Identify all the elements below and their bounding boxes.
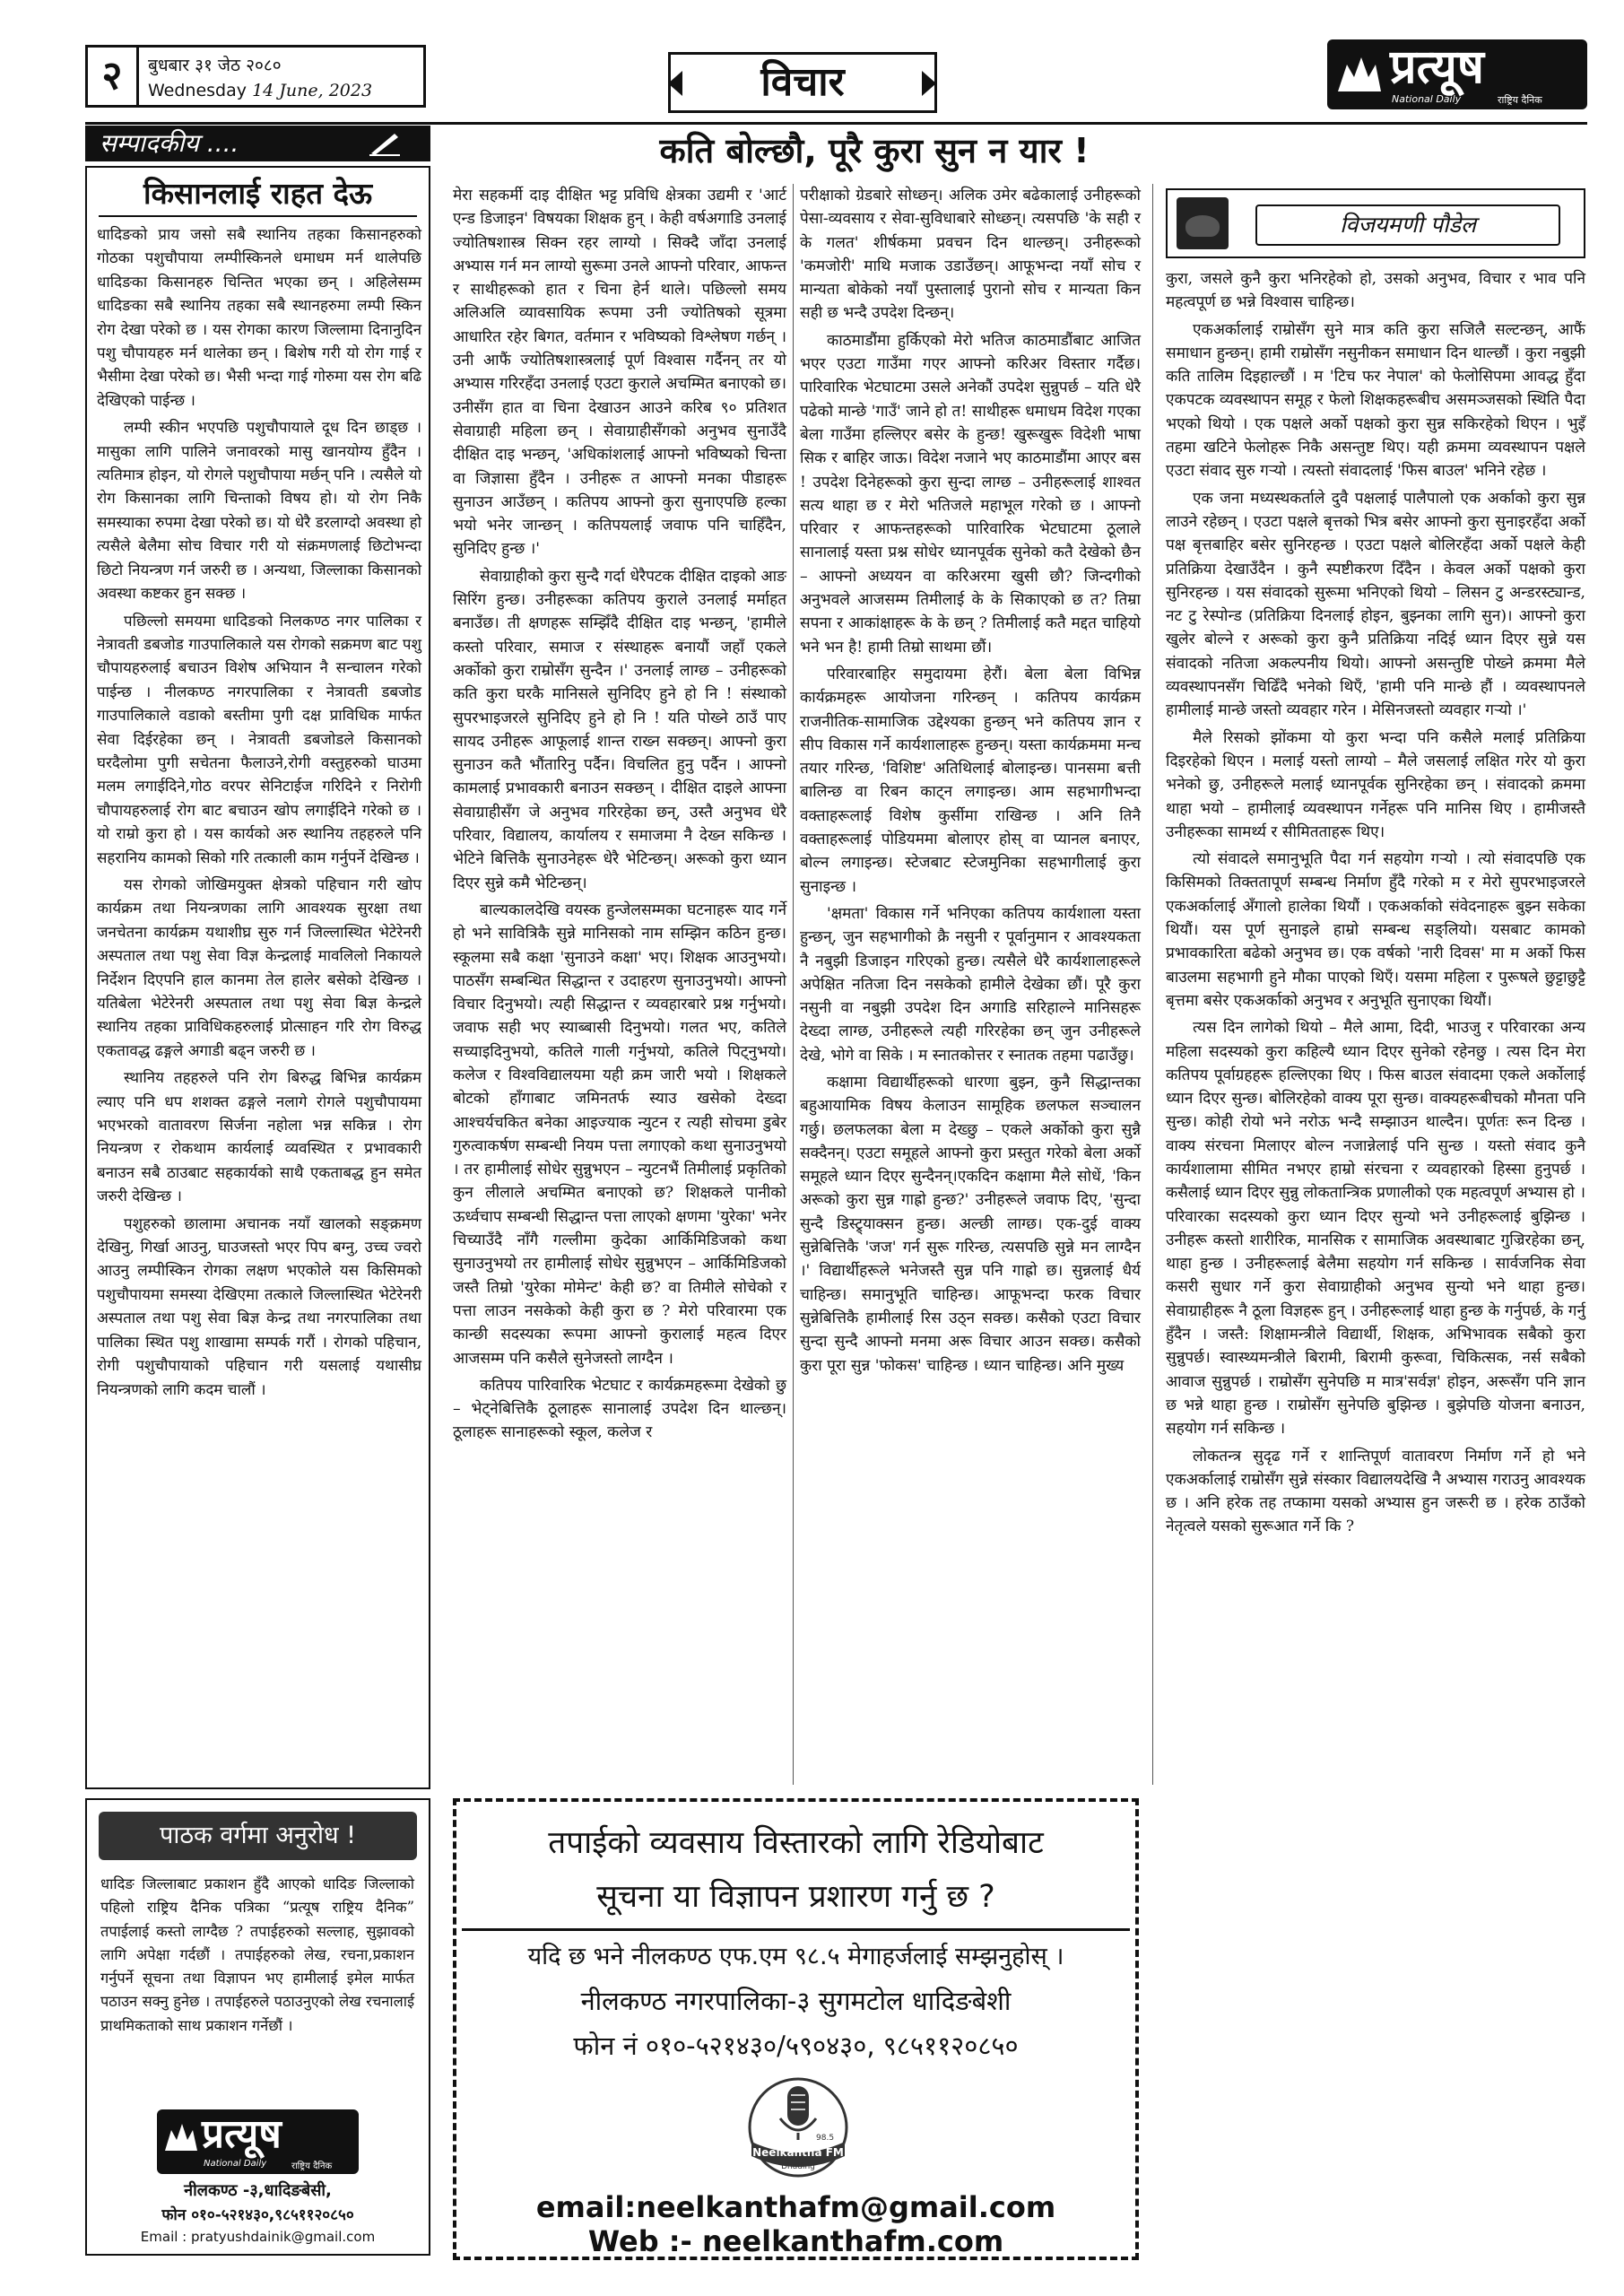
- article-paragraph: त्यो संवादले समानुभूति पैदा गर्न सहयोग गऱ्यो । त्यो संवादपछि एक किसिमको तिक्ततापूर्ण सम्बन्ध निर्माण हुँदै गरेको म र मेरो सुपरभाइजरले एकअर्कालाई अँगालो हालेका थियौं । एकअर्काको संवेदनाहरू बुझ्न सकेका थियौं। यस पूर्ण सुनाइले हाम्रो सम्बन्ध सङ्लियो। यसबाट कामको प्रभावकारिता बढेको अनुभव छ। एक वर्षको 'नारी दिवस' मा म अर्को फिस बाउलमा सहभागी हुने मौका पाएको थिएँ। यसमा महिला र पुरूषले छुट्टाछुट्टै बृत्तमा बसेर एकअर्काको अनुभव र अनुभूति सुनाएका थियौं।: [1166, 850, 1585, 1010]
- article-paragraph: बाल्यकालदेखि वयस्क हुन्जेलसम्मका घटनाहरू याद गर्ने हो भने सावित्रिकै सुन्ने मानिसको नाम सम्झिन कठिन हुन्छ। स्कूलमा सबै कक्षा 'सुनाउने कक्षा' भए। शिक्षक आउनुभयो। पाठसँग सम्बन्धित सिद्धान्त र उदाहरण सुनाउनुभयो। आफ्नो विचार दिनुभयो। त्यही सिद्धान्त र व्यवहारबारे प्रश्न गर्नुभयो। जवाफ सही भए स्याब्बासी दिनुभयो। गलत भए, कतिले सच्याइदिनुभयो, कतिले गाली गर्नुभयो, कतिले पिट्नुभयो। कलेज र विश्वविद्यालयमा यही क्रम जारी भयो । शिक्षकले बोटको हाँगाबाट जमिनतर्फ स्याउ खसेको देख्दा आश्चर्यचकित बनेका आइज्याक न्युटन र त्यही सोचमा डुबेर गुरुत्वाकर्षण सम्बन्धी नियम पत्ता लगाएको कथा सुनाउनुभयो । तर हामीलाई सोधेर सुन्नुभएन – न्युटनभैं तिमीलाई प्रकृतिको कुन लीलाले अचम्मित बनाएको छ? शिक्षकले पानीको ऊर्ध्वचाप सम्बन्धी सिद्धान्त पत्ता लाएको क्षणमा 'युरेका' भनेर चिच्याउँदै नाँगै गल्लीमा कुदेका आर्किमिडिजको कथा सुनाउनुभयो तर हामीलाई सोधेर सुन्नुभएन – आर्किमिडिजको जस्तै तिम्रो 'युरेका मोमेन्ट' केही छ? वा तिमीले सोचेको र पत्ता लाउन नसकेको केही कुरा छ ? मेरो परिवारमा एक कान्छी सदस्यका रूपमा आफ्नो कुरालाई महत्व दिएर आजसम्म पनि कसैले सुनेजस्तो लाग्दैन ।: [453, 900, 786, 1368]
- editorial-title-rule: [99, 215, 417, 217]
- office-phone: फोन ०१०-५२१४३०,९८५११२०८५०: [161, 2206, 354, 2224]
- article-column-1: [453, 184, 786, 1448]
- article-paragraph: परिवारबाहिर समुदायमा हेरौं। बेला बेला विभिन्न कार्यक्रमहरू आयोजना गरिन्छन् । कतिपय कार्यक्रम राजनीतिक-सामाजिक उद्देश्यका हुन्छन् भने कतिपय ज्ञान र सीप विकास गर्ने कार्यशालाहरू हुन्छन्। यस्ता कार्यक्रममा मन्च तयार गरिन्छ, 'विशिष्ट' अतिथिलाई बोलाइन्छ। पानसमा बत्ती बालिन्छ वा रिबन काट्न लगाइन्छ। आम सहभागीभन्दा वक्ताहरूलाई विशेष कुर्सीमा राखिन्छ । अनि तिनै वक्ताहरूलाई पोडियममा बोलाएर होस् वा प्यानल बनाएर, बोल्न लगाइन्छ। स्टेजबाट स्टेजमुनिका सहभागीलाई कुरा सुनाइन्छ ।: [800, 665, 1141, 896]
- editorial-paragraph: यस रोगको जोखिमयुक्त क्षेत्रको पहिचान गरी खोप कार्यक्रम तथा नियन्त्रणका लागि आवश्यक सुरक्षा तथा जनचेतना कार्यक्रम यथाशीघ्र सुरु गर्न जिल्लास्थित भेटेरेनरी अस्पताल तथा पशु सेवा विज्ञ केन्द्रलाई मावलिलो निकायले निर्देशन दिएपनि हाल कानमा तेल हालेर बसेको देखिन्छ । यतिबेला भेटेरेनरी अस्पताल तथा पशु सेवा बिज्ञ केन्द्रले स्थानिय तहका प्राविधिकहरुलाई प्रोत्साहन गरि रोग विरुद्ध एकतावद्ध ढङ्गले अगाडी बढ्न जरुरी छ ।: [97, 874, 421, 1059]
- logo-station-name: Neelkantha FM: [752, 2146, 844, 2159]
- logo-sub-en: National Daily: [1392, 93, 1462, 105]
- ad-phone: फोन नं ०१०-५२१४३०/५९०४३०, ९८५११२०८५०: [573, 2031, 1019, 2061]
- editorial-paragraph: पशुहरुको छालामा अचानक नयाँ खालको सङ्क्रमण देखिनु, गिर्खा आउनु, घाउजस्तो भएर पिप बग्नु, उच्च ज्वरो आउनु लम्पीस्किन रोगका लक्षण भएकोले यस किसिमको पशुचौपायमा समस्या देखिएमा तत्काले जिल्लास्थित भेटेरेनरी अस्पताल तथा पशु सेवा बिज्ञ केन्द्र तथा नगरपालिका तथा पालिका स्थित पशु शाखामा सम्पर्क गरौं । रोगको पहिचान, रोगी पशुचौपायाको पहिचान गरी यसलाई यथासीघ्र नियन्त्रणको लागि कदम चालौं ।: [97, 1213, 421, 1398]
- logo-sub-en: National Daily: [204, 2159, 267, 2169]
- footer-logo: [157, 2109, 359, 2174]
- date-box: [139, 45, 426, 108]
- emblem-icon: [1334, 47, 1385, 97]
- article-paragraph: परीक्षाको ग्रेडबारे सोध्छन्। अलिक उमेर बढेकालाई उनीहरूको पेसा-व्यवसाय र सेवा-सुविधाबारे सोध्छन्। त्यसपछि 'के सही र के गलत' शीर्षकमा प्रवचन दिन थाल्छन्। उनीहरूको 'कमजोरी' माथि मजाक उडाउँछन्। आफूभन्दा नयाँ सोच र मान्यता बोकेको नयाँ पुस्तालाई पुरानो सोच र मान्यता किन सही छ भन्दै उपदेश दिन्छन्।: [800, 187, 1141, 323]
- editorial-paragraph: लम्पी स्कीन भएपछि पशुचौपायाले दूध दिन छाड्छ । मासुका लागि पालिने जनावरको मासु खानयोग्य हुँदैन । त्यतिमात्र होइन, यो रोगले पशुचौपाया मर्छन् पनि । त्यसैले यो रोग किसानका लागि चिन्ताको विषय हो। यो रोग निकै समस्याका रुपमा देखा परेको छ। यो धेरै डरलाग्दो अवस्था हो त्यसैले बेलैमा सोच विचार गरी यो संक्रमणलाई छिटोभन्दा छिटो नियन्त्रण गर्न जरुरी छ । अन्यथा, जिल्लाका किसानको अवस्था कष्टकर हुन सक्छ ।: [97, 418, 421, 603]
- editorial-body: [97, 222, 421, 1405]
- pen-icon: [368, 130, 404, 157]
- editorial-label: सम्पादकीय ....: [85, 126, 430, 161]
- reader-request-title: पाठक वर्गमा अनुरोध !: [99, 1812, 417, 1860]
- logo-name: प्रत्यूष: [202, 2111, 282, 2157]
- article-paragraph: एकअर्कालाई राम्रोसँग सुने मात्र कति कुरा सजिलै सल्टन्छन्, आफैं समाधान हुन्छन्। हामी राम्रोसँग नसुनीकन समाधान दिन थाल्छौं । कुरा नबुझी कति तालिम दिइहाल्छौं । म 'टिच फर नेपाल' को फेलोसिपमा आवद्ध हुँदा एकपटक व्यवस्थापन समूह र फेलो शिक्षकहरूबीच असमञ्जसको स्थिति पैदा भएको थियो । एक पक्षले अर्को पक्षको कुरा सुन्न सकिरहेको थिएन । भुइँ तहमा खटिने फेलोहरू निकै असन्तुष्ट थिए। यही क्रममा व्यवस्थापन पक्षले एउटा संवाद सुरु गऱ्यो । त्यस्तो संवादलाई 'फिस बाउल' भनिने रहेछ ।: [1166, 320, 1585, 481]
- article-title: कति बोल्छौ, पूरै कुरा सुन न यार !: [659, 131, 1090, 170]
- article-paragraph: कक्षामा विद्यार्थीहरूको धारणा बुझ्न, कुनै सिद्धान्तका बहुआयामिक विषय केलाउन सामूहिक छलफल सञ्चालन गर्छु। छलफलका बेला म देख्छु – एकले अर्कोको कुरा सुन्नै सक्दैनन्। एउटा समूहले आफ्नो कुरा प्रस्तुत गरेको बेला अर्को समूहले ध्यान दिएर सुन्दैनन्।एकदिन कक्षामा मैले सोधें, 'किन अरूको कुरा सुन्न गाह्रो हुन्छ?' उनीहरूले जवाफ दिए, 'सुन्दा सुन्दै डिस्ट्र्याक्सन हुन्छ। अल्छी लाग्छ। एक-दुई वाक्य सुन्नेबित्तिकै 'जज' गर्न सुरू गरिन्छ, त्यसपछि सुन्ने मन लाग्दैन ।' विद्यार्थीहरूले भनेजस्तै सुन्न पनि गाह्रो छ। सुन्नलाई धैर्य चाहिन्छ। समानुभूति चाहिन्छ। आफूभन्दा फरक विचार सुन्नेबित्तिकै हामीलाई रिस उठ्न सक्छ। कसैको एउटा विचार सुन्दा सुन्दै आफ्नो मनमा अरू विचार आउन सक्छ। कसैको कुरा पूरा सुन्न 'फोकस' चाहिन्छ । ध्यान चाहिन्छ। अनि मुख्य: [800, 1073, 1141, 1375]
- page-number: २: [85, 45, 139, 108]
- ad-headline-1: तपाईको व्यवसाय विस्तारको लागि रेडियोबाट: [548, 1825, 1044, 1861]
- ad-line-3: यदि छ भने नीलकण्ठ एफ.एम ९८.५ मेगाहर्जलाई सम्झनुहोस् ।: [527, 1943, 1064, 1970]
- ad-email: email:neelkanthafm@gmail.com: [535, 2190, 1056, 2224]
- article-paragraph: कतिपय पारिवारिक भेटघाट र कार्यक्रमहरूमा देखेको छु – भेट्नेबित्तिकै ठूलाहरू सानालाई उपदेश दिन थाल्छन्। ठूलाहरू सानाहरूको स्कूल, कलेज र: [453, 1376, 786, 1442]
- logo-frequency: 98.5: [816, 2134, 835, 2143]
- article-column-2: [800, 184, 1141, 1381]
- ad-divider: [462, 1928, 1130, 1931]
- office-email: Email : pratyushdainik@gmail.com: [140, 2229, 376, 2245]
- masthead-logo: [1327, 39, 1587, 109]
- arrow-right-icon: [922, 71, 936, 96]
- ad-headline-2: सूचना या विज्ञापन प्रशारण गर्नु छ ?: [596, 1879, 995, 1915]
- weekday-english: Wednesday: [148, 81, 248, 100]
- emblem-icon: [162, 2117, 200, 2154]
- office-address: नीलकण्ठ -३,धादिङबेसी,: [184, 2181, 332, 2200]
- article-paragraph: लोकतन्त्र सुदृढ गर्ने र शान्तिपूर्ण वातावरण निर्माण गर्ने हो भने एकअर्कालाई राम्रोसँग सुन्ने संस्कार विद्यालयदेखि नै अभ्यास गराउनु आवश्यक छ । अनि हरेक तह तप्कामा यसको अभ्यास हुन जरूरी छ । हरेक ठाउँको नेतृत्वले यसको सुरूआत गर्ने कि ?: [1166, 1447, 1585, 1536]
- editorial-paragraph: धादिङको प्राय जसो सबै स्थानिय तहका किसानहरुको गोठका पशुचौपाया लम्पीस्किनले धमाधम मर्न थालेपछि धादिङका किसानहरु चिन्तित भएका छन् । अहिलेसम्म धादिङका सबै स्थानिय तहका सबै स्थानहरुमा लम्पी स्किन रोग देखा परेको छ । यस रोगका कारण जिल्लामा दिनानुदिन पशु चौपायहरु मर्न थालेका छन् । बिशेष गरी यो रोग गाई र भैसीमा देखा परेको छ। भैसी भन्दा गाई गोरुमा यस रोग बढि देखिएको पाईन्छ ।: [97, 225, 421, 409]
- ad-website: Web :- neelkanthafm.com: [587, 2224, 1004, 2258]
- article-paragraph: कुरा, जसले कुनै कुरा भनिरहेको हो, उसको अनुभव, विचार र भाव पनि महत्वपूर्ण छ भन्ने विश्वास चाहिन्छ।: [1166, 270, 1585, 312]
- date-nepali: बुधबार ३१ जेठ २०८०: [148, 56, 282, 75]
- editorial-paragraph: पछिल्लो समयमा धादिङको निलकण्ठ नगर पालिका र नेत्रावती डबजोड गाउपालिकाले यस रोगको सक्रमण बाट पशु चौपायहरुलाई बचाउन विशेष अभियान नै सन्चालन गरेको पाईन्छ । नीलकण्ठ नगरपालिका र नेत्रावती डबजोड गाउपालिकाले वडाको बस्तीमा पुगी दक्ष प्राविधिक मार्फत सेवा दिईरहेका छन् । नेत्रावती डबजोडले किसानको घरदैलोमा पुगी सचेतना फैलाउने,रोगी वस्तुहरुको घाउमा मलम लगाईदिने,गोठ वरपर सेनिटाईज गरिदिने र निरोगी चौपायहरुलाई रोग बाट बचाउन खोप लगाईदिने गरेको छ । यो राम्रो कुरा हो । यस कार्यको अरु स्थानिय तहहरुले पनि सहरानिय कामको सिको गरि तत्काली काम गर्नुपर्ने देखिन्छ ।: [97, 611, 421, 866]
- article-paragraph: मैले रिसको झोंकमा यो कुरा भन्दा पनि कसैले मलाई प्रतिक्रिया दिइरहेको थिएन । मलाई यस्तो लाग्यो – मैले जसलाई लक्षित गरेर यो कुरा भनेको छु, उनीहरूले मलाई ध्यानपूर्वक सुनिरहेका छन् । संवादको क्रममा थाहा भयो – हामीलाई व्यवस्थापन गर्नेहरू पनि मानिस थिए । हामीजस्तै उनीहरूका सामर्थ्य र सीमितताहरू थिए।: [1166, 728, 1585, 841]
- logo-name: प्रत्यूष: [1390, 40, 1484, 94]
- column-rule: [1152, 184, 1153, 1785]
- ad-address: नीलकण्ठ नगरपालिका-३ सुगमटोल धादिङबेशी: [580, 1986, 1012, 2016]
- section-title: विचार: [668, 52, 937, 113]
- author-name: विजयमणी पौडेल: [1255, 204, 1560, 246]
- article-paragraph: 'क्षमता' विकास गर्ने भनिएका कतिपय कार्यशाला यस्ता हुन्छन्, जुन सहभागीको क्रै नसुनी र पूर्वानुमान र आवश्यकता नै नबुझी डिजाइन गरिएको हुन्छ। त्यसैले धेरै कार्यशालाहरूले अपेक्षित नतिजा दिन नसकेको हामीले देखेका छौं। पूरै कुरा नसुनी वा नबुझी उपदेश दिन अगाडि सरिहाल्ने मानिसहरू देख्दा लाग्छ, उनीहरूले त्यही गरिरहेका छन् जुन उनीहरूले देखे, भोगे वा सिके । म स्नातकोत्तर र स्नातक तहमा पढाउँछु।: [800, 904, 1141, 1065]
- article-paragraph: मेरा सहकर्मी दाइ दीक्षित भट्ट प्रविधि क्षेत्रका उद्यमी र 'आर्ट एन्ड डिजाइन' विषयका शिक्षक हुन् । केही वर्षअगाडि उनलाई ज्योतिषशास्त्र सिक्न रहर लाग्यो । सिक्दै जाँदा उनलाई अभ्यास गर्न मन लाग्यो सुरूमा उनले आफ्नो परिवार, आफन्त र साथीहरूको हात र चिना हेर्न थाले। पछिल्लो समय अलिअलि व्यावसायिक रूपमा उनी ज्योतिषको सूत्रमा आधारित रहेर बिगत, वर्तमान र भविष्यको विश्लेषण गर्छन् । उनी आफैं ज्योतिषशास्त्रलाई पूर्ण विश्वास गर्दैनन् तर यो अभ्यास गरिरहँदा उनलाई एउटा कुराले अचम्मित बनाएको छ। उनीसँग हात वा चिना देखाउन आउने करिब ९० प्रतिशत सेवाग्राही महिला छन् । सेवाग्राहीसँगको अनुभव सुनाउँदै दीक्षित दाइ भन्छन्, 'अधिकांशलाई आफ्नो भविष्यको चिन्ता वा जिज्ञासा हुँदैन । उनीहरू त आफ्नो मनका पीडाहरू सुनाउन आउँछन् । कतिपय आफ्नो कुरा सुनाएपछि हल्का भयो भनेर जान्छन् । कतिपयलाई जवाफ पनि चाहिँदैन, सुनिदिए हुन्छ ।': [453, 187, 786, 559]
- logo-place: Dhading: [781, 2162, 815, 2171]
- column-rule: [793, 184, 794, 1785]
- editorial-paragraph: स्थानिय तहहरुले पनि रोग बिरुद्ध बिभिन्न कार्यक्रम ल्याए पनि धप शशक्त ढङ्गले नलागे रोगले पशुचौपायमा भएभरको वातावरण सिर्जना नहोला भन्न सकिन्न । रोग नियन्त्रण र रोकथाम कार्यलाई व्यवस्थित र प्रभावकारी बनाउन सबै ठाउबाट सहकार्यको साथै एकताबद्ध हुन समेत जरुरी देखिन्छ ।: [97, 1068, 421, 1205]
- radio-microphone-logo: [735, 2074, 861, 2181]
- header-rule: [85, 122, 1587, 125]
- editorial-title: किसानलाई राहत देऊ: [143, 176, 372, 211]
- article-paragraph: सेवाग्राहीको कुरा सुन्दै गर्दा धेरैपटक दीक्षित दाइको आङ सिरिंग हुन्छ। उनीहरूका कतिपय कुराले उनलाई मर्माहत बनाउँछ। ती क्षणहरू सम्झिँदै दीक्षित दाइ भन्छन्, 'हामीले कस्तो परिवार, समाज र संस्थाहरू बनायौं जहाँ एकले अर्कोको कुरा राम्रोसँग सुन्दैन ।' उनलाई लाग्छ – उनीहरूको कति कुरा घरकै मानिसले सुनिदिए हुने हो नि ! संस्थाको सुपरभाइजरले सुनिदिए हुने हो नि ! यति पोख्ने ठाउँ पाए सायद उनीहरू आफूलाई शान्त राख्न सक्छन्। आफ्नो कुरा सुनाउन कतै भौंतारिनु पर्दैन। विचलित हुनु पर्दैन । आफ्नो कामलाई प्रभावकारी बनाउन सक्छन् । दीक्षित दाइले आफ्ना सेवाग्राहीसँग जे अनुभव गरिरहेका छन्, उस्तै अनुभव धेरै परिवार, विद्यालय, कार्यालय र समाजमा नै देख्न सकिन्छ । भेटिने बित्तिकै सुनाउनेहरू धेरै भेटिन्छन्। अरूको कुरा ध्यान दिएर सुन्ने कमै भेटिन्छन्।: [453, 567, 786, 892]
- article-paragraph: एक जना मध्यस्थकर्ताले दुवै पक्षलाई पालैपालो एक अर्काको कुरा सुन्न लाउने रहेछन् । एउटा पक्षले बृत्तको भित्र बसेर आफ्नो कुरा सुनाइरहँदा अर्को पक्ष बृत्तबाहिर बसेर सुनिरहन्छ । एउटा पक्षले बोलिरहँदा अर्को पक्षले केही प्रतिक्रिया देखाउँदैन । कुनै स्पष्टीकरण दिँदैन । केवल अर्को पक्षको कुरा सुनिरहन्छ । यस संवादको सुरूमा भनिएको थियो – लिसन टु अन्डरस्ट्यान्ड, नट टु रेस्पोन्ड (प्रतिक्रिया दिनलाई होइन, बुझ्नका लागि सुन)। आफ्नो कुरा खुलेर बोल्ने र अरूको कुरा कुनै प्रतिक्रिया नदिई ध्यान दिएर सुन्ने यस संवादको नतिजा अकल्पनीय थियो। आफ्नो असन्तुष्टि पोख्ने क्रममा मैले व्यवस्थापनसँग चिढिँदै भनेको थिएँ, 'हामी पनि मान्छे हौं । व्यवस्थापनले हामीलाई मान्छे जस्तो व्यवहार गरेन । मेसिनजस्तो व्यवहार गऱ्यो ।': [1166, 489, 1585, 720]
- article-column-3: [1166, 267, 1585, 1543]
- article-paragraph: काठमाडौंमा हुर्किएको मेरो भतिज काठमाडौंबाट आजित भएर एउटा गाउँमा गएर आफ्नो करिअर विस्तार गर्दैछ। पारिवारिक भेटघाटमा उसले अनेकौं उपदेश सुन्नुपर्छ – यति धेरै पढेको मान्छे 'गाउँ' जाने हो त! साथीहरू धमाधम विदेश गएका बेला गाउँमा हल्लिएर बसेर के हुन्छ! खुरूखुरू विदेशी भाषा सिक र बाहिर जाऊ। विदेश नजाने भए काठमाडौंमा आएर बस ! उपदेश दिनेहरूको कुरा सुन्दा लाग्छ – उनीहरूलाई शाश्वत सत्य थाहा छ र मेरो भतिजले महाभूल गरेको छ । आफ्नो परिवार र आफन्तहरूको पारिवारिक भेटघाटमा ठूलाले सानालाई यस्ता प्रश्न सोधेर ध्यानपूर्वक सुनेको कतै देखेको छैन – आफ्नो अध्ययन वा करिअरमा खुसी छौ? जिन्दगीको अनुभवले आजसम्म तिमीलाई के के सिकाएको छ त? तिम्रा सपना र आकांक्षाहरू के के छन् ? तिमीलाई कतै मद्दत चाहियो भने भन है! हामी तिम्रो साथमा छौं।: [800, 331, 1141, 657]
- article-paragraph: त्यस दिन लागेको थियो – मैले आमा, दिदी, भाउजु र परिवारका अन्य महिला सदस्यको कुरा कहिल्यै ध्यान दिएर सुनेको रहेनछु । त्यस दिन मेरा कतिपय पूर्वाग्रहहरू हल्लिएका थिए । फिस बाउल संवादमा एकले अर्कोलाई ध्यान दिएर सुन्छ। बोलिरहेको वाक्य पूरा सुन्छ। वाक्यहरूबीचको मौनता पनि सुन्छ। कोही रोयो भने नरोऊ भन्दै सम्झाउन थाल्दैन। पूर्णतः रून दिन्छ । वाक्य संरचना मिलाएर बोल्न नजान्नेलाई पनि सुन्छ । यस्तो संवाद कुनै कार्यशालामा सीमित नभएर हाम्रो संरचना र व्यवहारको हिस्सा हुनुपर्छ । कसैलाई ध्यान दिएर सुन्नु लोकतान्त्रिक प्रणालीको एक महत्वपूर्ण अभ्यास हो । परिवारका सदस्यको कुरा ध्यान दिएर सुन्यो भने उनीहरूलाई बुझिन्छ । उनीहरू कस्तो शारीरिक, मानसिक र सामाजिक अवस्थाबाट गुज्रिरहेका छन्, थाहा हुन्छ । उनीहरूलाई बेलैमा सहयोग गर्न सकिन्छ । सार्वजनिक सेवा कसरी सुधार गर्ने कुरा सेवाग्राहीको अनुभव सुन्यो भने थाहा हुन्छ। सेवाग्राहीहरू नै ठूला विज्ञहरू हुन् । उनीहरूलाई थाहा हुन्छ के गर्नुपर्छ, के गर्नु हुँदैन । जस्तै: शिक्षामन्त्रीले विद्यार्थी, शिक्षक, अभिभावक सबैको कुरा सुन्नुपर्छ। स्वास्थ्यमन्त्रीले बिरामी, बिरामी कुरूवा, चिकित्सक, नर्स सबैको आवाज सुन्नुपर्छ । राम्रोसँग सुनेपछि म मात्र'सर्वज्ञ' होइन, अरूसँग पनि ज्ञान छ भन्ने थाहा हुन्छ । राम्रोसँग सुनेपछि बुझिन्छ । बुझेपछि योजना बनाउन, सहयोग गर्न सकिन्छ ।: [1166, 1019, 1585, 1439]
- reader-request-body: धादिङ जिल्लाबाट प्रकाशन हुँदै आएको धादिङ जिल्लाको पहिलो राष्ट्रिय दैनिक पत्रिका “प्रत्यूष राष्ट्रिय दैनिक” तपाईलाई कस्तो लाग्दैछ ? तपाईहरुको सल्लाह, सुझावको लागि अपेक्षा गर्दछौं । तपाईहरुको लेख, रचना,प्रकाशन गर्नुपर्ने सूचना तथा विज्ञापन भए हामीलाई इमेल मार्फत पठाउन सक्नु हुनेछ । तपाईहरुले पठाउनुएको लेख रचनालाई प्राथमिकताको साथ प्रकाशन गर्नेछौं ।: [100, 1875, 414, 2034]
- logo-sub-np: राष्ट्रिय दैनिक: [291, 2161, 333, 2171]
- logo-sub-np: राष्ट्रिय दैनिक: [1498, 94, 1542, 106]
- author-photo: [1177, 197, 1229, 249]
- date-english: 14 June, 2023: [252, 81, 373, 100]
